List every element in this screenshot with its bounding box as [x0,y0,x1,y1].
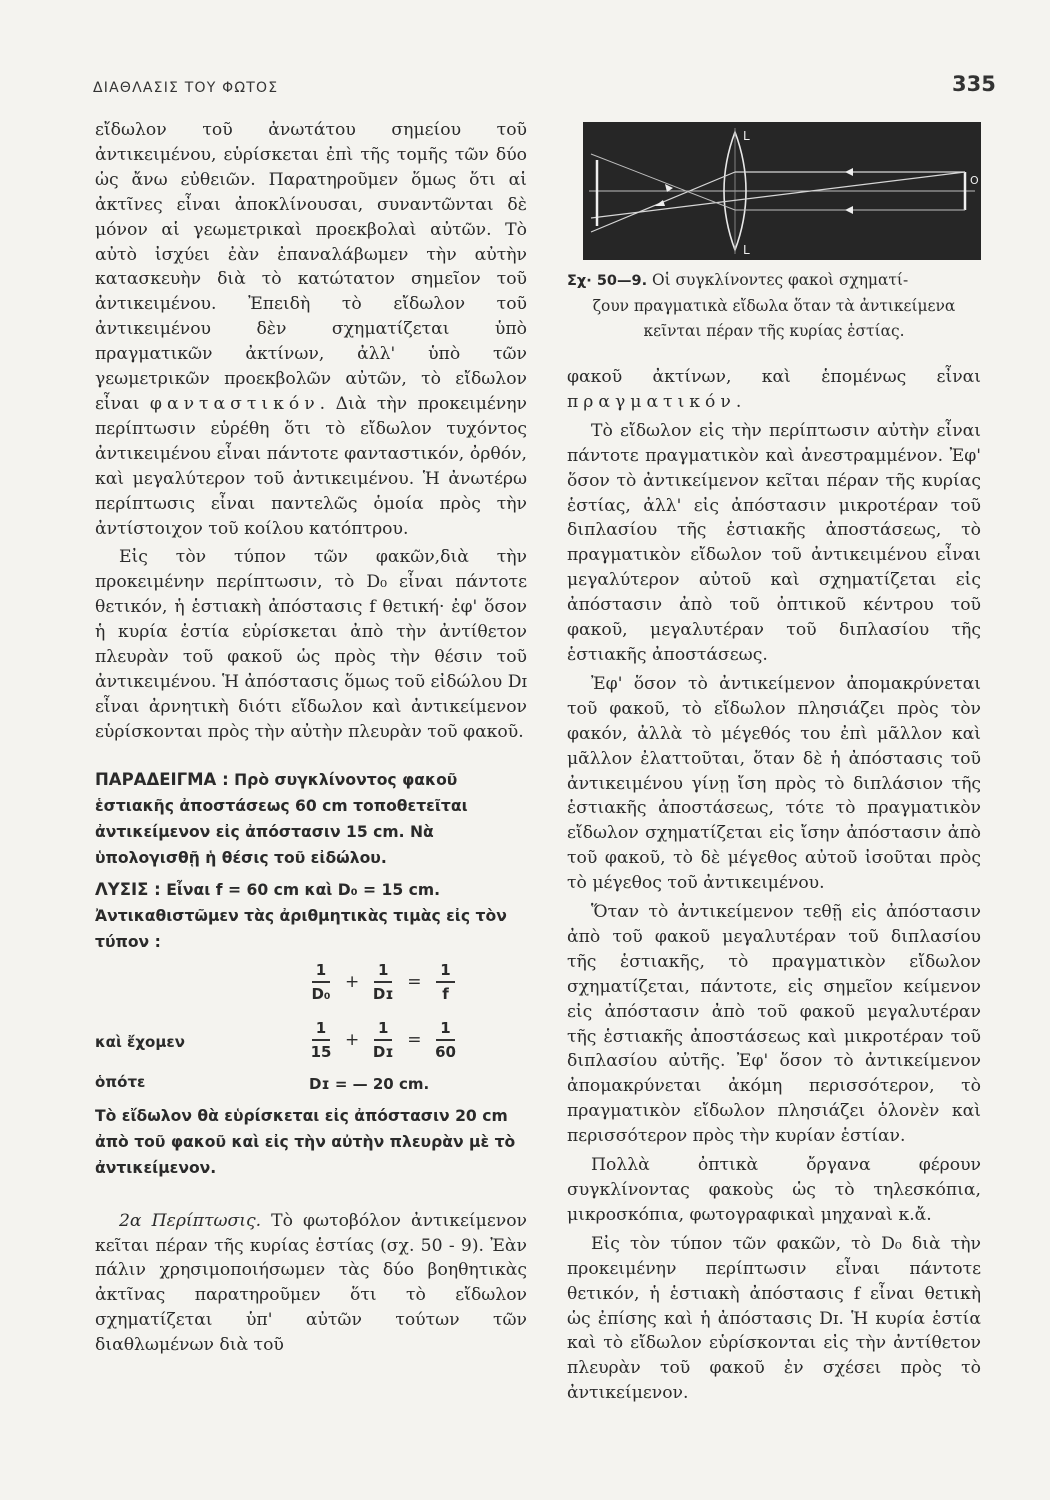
equation-lens-formula: $\frac{1}{\text{D₀}}$ + $\frac{1}{\text{Dɪ}}$ = $\frac{1}{f}$ [95,961,527,1009]
paragraph-object-moves-away: Ἐφ' ὅσον τὸ ἀντικείμενον ἀπομακρύνεται τοῦ φακοῦ, τὸ εἴδωλον πλησιάζει πρὸς τὸν φακόν, ἀλλὰ τὸ μέγεθός του ἐπὶ μᾶλλον καὶ μᾶλλον ἐλαττοῦται, ὅταν δὲ ἡ ἀπόστασις τοῦ ἀντικειμένου γίνῃ ἴση πρὸς τὸ διπλάσιον τῆς ἑστιακῆς ἀποστάσεως, τότε τὸ πραγματικὸν εἴδωλον σχηματίζεται εἰς ἴσην ἀπόστασιν ἀπὸ τοῦ φακοῦ, τὸ δὲ μέγεθος αὐτοῦ ἰσοῦται πρὸς τὸ μέγεθος τοῦ ἀντικειμένου. [567,673,981,894]
equation-substituted: καὶ ἔχομεν $\frac{1}{15}$ + $\frac{1}{\text{Dɪ}}$ = $\frac{1}{60}$ [95,1018,456,1061]
example-block [95,767,527,1181]
object-label: O [970,174,979,187]
solution-text: ΛΥΣΙΣ : Εἶναι f = 60 cm καὶ D₀ = 15 cm. Ἀντικαθιστῶμεν τὰς ἀριθμητικὰς τιμὰς εἰς τὸν τύπον : [95,879,507,951]
paragraph-beyond-double-focal: Ὅταν τὸ ἀντικείμενον τεθῇ εἰς ἀπόστασιν ἀπὸ τοῦ φακοῦ μεγαλυτέραν τοῦ διπλασίου τῆς ἑστιακῆς, τὸ πραγματικὸν εἴδωλον σχηματίζεται, πάντοτε, εἰς σημεῖον κείμενον εἰς ἀπόστασιν ἀπὸ τοῦ φακοῦ μεγαλυτέραν τῆς ἑστιακῆς ἀποστάσεως καὶ μικροτέραν τοῦ διπλασίου αὐτῆς. Ἐφ' ὅσον τὸ ἀντικείμενον ἀπομακρύνεται ἀκόμη περισσότερον, τὸ πραγματικὸν εἴδωλον πλησιάζει ὁλονὲν καὶ περισσότερον πρὸς τὴν κυρίαν ἑστίαν. [567,902,981,1147]
equation-result: ὁπότε Dɪ = — 20 cm. [95,1072,430,1093]
paragraph-formula-signs-case-2: Εἰς τὸν τύπον τῶν φακῶν, τὸ D₀ διὰ τὴν προκειμένην περίπτωσιν εἶναι πάντοτε θετικόν, ἡ ἑστιακὴ ἀπόστασις f εἶναι θετικὴ ὡς ἐπίσης καὶ ἡ ἀπόστασις Dɪ. Ἡ κυρία ἑστία καὶ τὸ εἴδωλον εὑρίσκονται εἰς τὴν ἀντίθετον πλευρὰν τοῦ φακοῦ ἐν σχέσει πρὸς τὸ ἀντικείμενον. [567,1233,981,1404]
right-column [567,365,981,1406]
lens-label-bottom: L [743,243,750,257]
paragraph-virtual-image: εἴδωλον τοῦ ἀνωτάτου σημείου τοῦ ἀντικειμένου, εὑρίσκεται ἐπὶ τῆς τομῆς τῶν δύο ὡς ἄνω εὐθειῶν. Παρατηροῦμεν ὅμως ὅτι αἱ ἀκτῖνες εἶναι ἀποκλίνουσαι, συναντῶνται δὲ μόνον αἱ γεωμετρικαὶ προεκβολαὶ αὐτῶν. Τὸ αὐτὸ ἰσχύει ἐὰν ἐπαναλάβωμεν τὴν αὐτὴν κατασκευὴν διὰ τὸ κατώτατον σημεῖον τοῦ ἀντικειμένου. Ἐπειδὴ τὸ εἴδωλον τοῦ ἀντικειμένου δὲν σχηματίζεται ὑπὸ πραγματικῶν ἀκτίνων, ἀλλ' ὑπὸ τῶν γεωμετρικῶν προεκβολῶν αὐτῶν, τὸ εἴδωλον εἶναι φανταστικόν. Διὰ τὴν προκειμένην περίπτωσιν εὑρέθη ὅτι τὸ εἴδωλον τυχόντος ἀντικειμένου εἶναι πάντοτε φανταστικόν, ὀρθόν, καὶ μεγαλύτερον τοῦ ἀντικειμένου. Ἡ ἀνωτέρω περίπτωσις εἶναι παντελῶς ὁμοία πρὸς τὴν ἀντίστοιχον τοῦ κοίλου κατόπτρου. [95,120,527,539]
lens-ray-diagram [583,122,981,260]
running-header: ΔΙΑΘΛΑΣΙΣ ΤΟΥ ΦΩΤΟΣ [93,80,279,96]
figure-caption: Σχ· 50—9. Οἱ συγκλίνοντες φακοὶ σχηματί- ζουν πραγματικὰ εἴδωλα ὅταν τὰ ἀντικείμενα κεῖνται πέραν τῆς κυρίας ἑστίας. [567,271,956,340]
paragraph-real-inverted: Τὸ εἴδωλον εἰς τὴν περίπτωσιν αὐτὴν εἶναι πάντοτε πραγματικὸν καὶ ἀνεστραμμένον. Ἐφ' ὅσον τὸ ἀντικείμενον κεῖται πέραν τῆς κυρίας ἑστίας, ἀλλ' εἰς ἀπόστασιν μικροτέραν τοῦ διπλασίου τῆς ἑστιακῆς ἀποστάσεως, τὸ πραγματικὸν εἴδωλον τοῦ ἀντικειμένου εἶναι μεγαλύτερον αὐτοῦ καὶ σχηματίζεται εἰς ἀπόστασιν ἀπὸ τοῦ ὀπτικοῦ κέντρου τοῦ φακοῦ, μεγαλυτέραν τοῦ διπλασίου τῆς ἑστιακῆς ἀποστάσεως. [567,420,981,665]
page-number: 335 [952,72,996,96]
lens-label-top: L [743,129,750,143]
paragraph-lens-formula-signs: Εἰς τὸν τύπον τῶν φακῶν,διὰ τὴν προκειμένην περίπτωσιν, τὸ D₀ εἶναι πάντοτε θετικόν, ἡ ἑστιακὴ ἀπόστασις f θετική· ἐφ' ὅσον ἡ κυρία ἑστία εὑρίσκεται ἀπὸ τὴν ἀντίθετον πλευρὰν τοῦ φακοῦ ὡς πρὸς τὴν θέσιν τοῦ ἀντικειμένου. Ἡ ἀπόστασις ὅμως τοῦ εἰδώλου Dɪ εἶναι ἀρνητικὴ διότι εἴδωλον καὶ ἀντικείμενον εὑρίσκονται πρὸς τὴν αὐτὴν πλευρὰν τοῦ φακοῦ. [95,547,527,742]
paragraph-case-2: 2α Περίπτωσις. Τὸ φωτοβόλον ἀντικείμενον κεῖται πέραν τῆς κυρίας ἑστίας (σχ. 50 - 9). Ἐὰν πάλιν χρησιμοποιήσωμεν τὰς δύο βοηθητικὰς ἀκτῖνας παρατηροῦμεν ὅτι τὸ εἴδωλον σχηματίζεται ὑπ' αὐτῶν τούτων τῶν διαθλωμένων διὰ τοῦ [95,1210,527,1356]
example-statement: ΠΑΡΑΔΕΙΓΜΑ : Πρὸ συγκλίνοντος φακοῦ ἑστιακῆς ἀποστάσεως 60 cm τοποθετεῖται ἀντικείμενον εἰς ἀπόστασιν 15 cm. Νὰ ὑπολογισθῇ ἡ θέσις τοῦ εἰδώλου. [95,769,468,867]
paragraph-optical-instruments: Πολλὰ ὀπτικὰ ὄργανα φέρουν συγκλίνοντας φακοὺς ὡς τὸ τηλεσκόπια, μικροσκόπια, φωτογραφικαὶ μηχαναὶ κ.ἄ. [567,1155,981,1225]
figure-lens-diagram [583,122,981,260]
paragraph-real-image-continued: φακοῦ ἀκτίνων, καὶ ἑπομένως εἶναι πραγματικόν. [567,367,981,412]
example-conclusion: Τὸ εἴδωλον θὰ εὑρίσκεται εἰς ἀπόστασιν 20 cm ἀπὸ τοῦ φακοῦ καὶ εἰς τὴν αὐτὴν πλευρὰν μὲ τὸ ἀντικείμενον. [95,1106,516,1177]
left-column [95,118,527,1358]
